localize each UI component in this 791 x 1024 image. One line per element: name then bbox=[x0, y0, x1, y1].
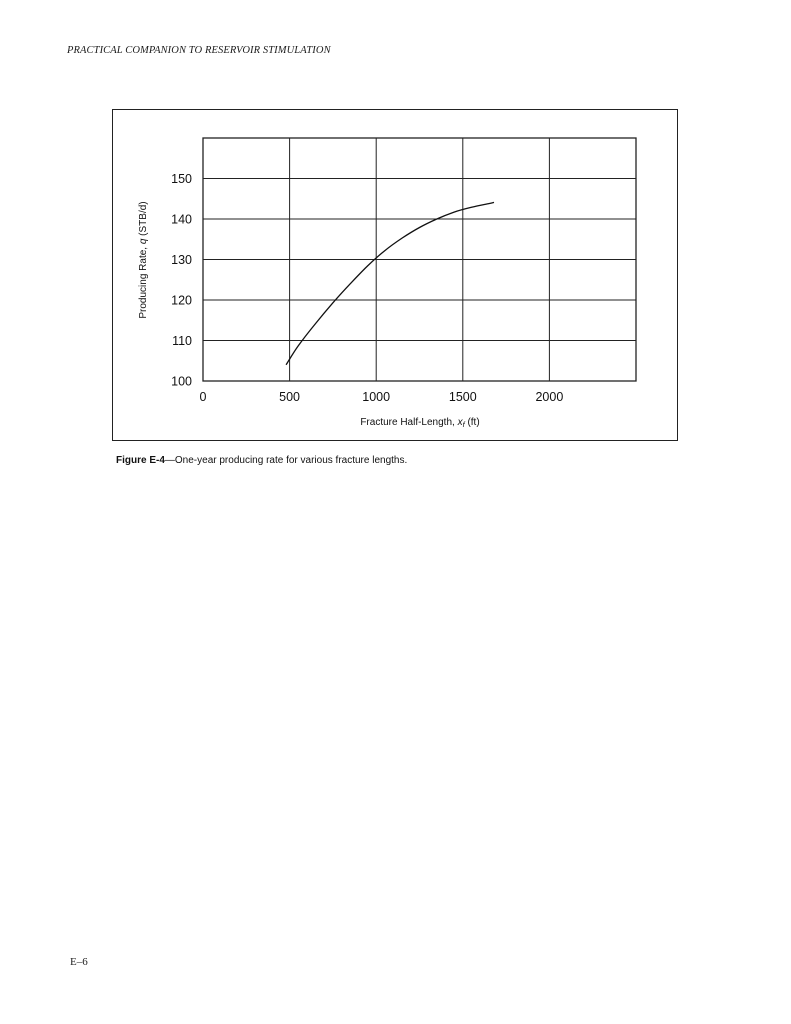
y-axis-title: Producing Rate, q (STB/d) bbox=[138, 201, 149, 319]
running-head: PRACTICAL COMPANION TO RESERVOIR STIMULATION bbox=[67, 45, 331, 56]
x-tick-label: 1000 bbox=[362, 390, 391, 404]
x-tick-label: 500 bbox=[279, 390, 301, 404]
y-tick-label: 130 bbox=[171, 253, 192, 267]
figure-caption-text: —One-year producing rate for various fracture lengths. bbox=[164, 455, 408, 466]
y-tick-label: 110 bbox=[172, 334, 192, 348]
x-tick-label: 2000 bbox=[535, 390, 564, 404]
page-number: E–6 bbox=[70, 956, 88, 968]
x-axis-title: Fracture Half-Length, $x_f$ (ft) bbox=[360, 417, 480, 429]
y-tick-label: 100 bbox=[171, 374, 192, 389]
x-tick-labels bbox=[200, 390, 564, 404]
y-tick-label: 140 bbox=[171, 212, 192, 227]
figure-label: Figure E-4 bbox=[116, 455, 165, 466]
y-tick-labels bbox=[171, 172, 192, 389]
grid-lines bbox=[203, 138, 636, 381]
figure-caption bbox=[116, 455, 407, 466]
y-tick-label: 150 bbox=[171, 172, 192, 186]
y-tick-label: 120 bbox=[171, 293, 192, 308]
chart bbox=[0, 0, 791, 500]
x-tick-label: 0 bbox=[199, 390, 207, 404]
x-tick-label: 1500 bbox=[448, 390, 477, 404]
